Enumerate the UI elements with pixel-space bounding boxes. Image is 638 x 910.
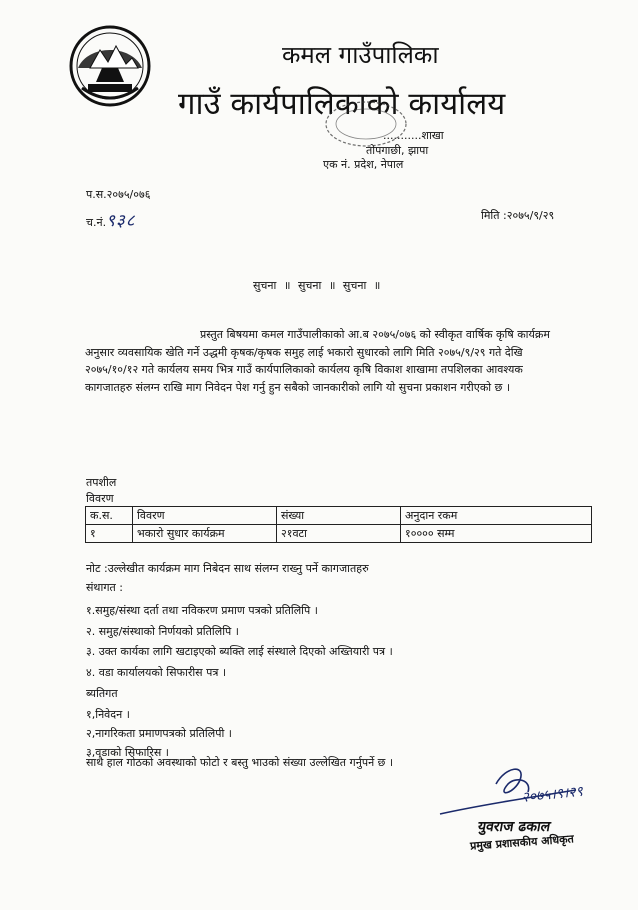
table-cell: १०००० सम्म	[401, 525, 592, 543]
individual-list	[86, 705, 232, 762]
list-item: १,निवेदन ।	[86, 708, 130, 721]
tapsil-heading: तपशील	[86, 476, 117, 489]
signatory-title: प्रमुख प्रशासकीय अधिकृत	[469, 832, 575, 853]
chalani-label: च.नं.	[86, 216, 107, 229]
list-item: २,नागरिकता प्रमाणपत्रको प्रतिलिपी ।	[86, 727, 232, 740]
place-line: तोपगाछी, झापा	[366, 144, 429, 157]
signatory-name: युवराज ढकाल	[476, 819, 552, 835]
body-text: प्रस्तुत बिषयमा कमल गाउँपालीकाको आ.ब २०७५/०७६ को स्वीकृत वार्षिक कृषि कार्यक्रम अनुसार व्यवसायिक खेति गर्ने उद्धमी कृषक/कृषक समुह लाई भकारो सुधारको लागि मिति २०७५/९/२९ गते देखि २०७५/१०/१२ गते कार्यलय समय भित्र गाउँ कार्यपालिकाको कार्यलय कृषि विकाश शाखामा तपशिलका आवश्यक कागजातहरु संलग्न राखि माग निवेदन पेश गर्नु हुन सबैको जानकारीको लागि यो सुचना प्रकाशन गरीएको छ ।	[85, 328, 550, 394]
header-cell: क.स.	[86, 507, 133, 525]
chalani-value: ९३८	[106, 211, 136, 231]
list-item: ३,वडाको सिफारिस ।	[86, 746, 169, 759]
table-row	[86, 525, 592, 543]
list-item: ३. उक्त कार्यका लागि खटाइएको ब्यक्ति लाई संस्थाले दिएको अख्तियारी पत्र ।	[86, 645, 393, 658]
province-line: एक नं. प्रदेश, नेपाल	[323, 158, 404, 171]
individual-heading: ब्यतिगत	[86, 687, 118, 700]
header-cell: संख्या	[277, 507, 401, 525]
header-cell: विवरण	[133, 507, 277, 525]
list-item: २. समुह/संस्थाको निर्णयको प्रतिलिपि ।	[86, 624, 239, 638]
vivaran-heading: विवरण	[86, 492, 114, 505]
nepal-emblem-icon	[68, 24, 152, 108]
closing-line: साथै हाल गोठको अवस्थाको फोटो र बस्तु भाउको संख्या उल्लेखित गर्नुपर्ने छ ।	[86, 756, 394, 769]
chalani-number	[86, 208, 136, 231]
list-item: १.समुह/संस्था दर्ता तथा नविकरण प्रमाण पत्रको प्रतिलिपि ।	[86, 604, 318, 617]
notice-heading: सुचना ॥ सुचना ॥ सुचना ॥	[253, 279, 381, 292]
table-cell: भकारो सुधार कार्यक्रम	[133, 525, 277, 543]
patra-sankhya: प.स.२०७५/०७६	[86, 188, 151, 201]
list-item: ४. वडा कार्यालयको सिफारीस पत्र ।	[86, 665, 227, 679]
note-line: नोट :उल्लेखीत कार्यक्रम माग निबेदन साथ संलग्न राख्नु पर्ने कागजातहरु	[86, 562, 369, 575]
municipality-name: कमल गाउँपालिका	[282, 41, 439, 69]
body-paragraph	[85, 326, 555, 396]
header-cell: अनुदान रकम	[401, 507, 592, 525]
branch-line: ...........शाखा	[383, 129, 444, 142]
letter-date: मिति :२०७५/९/२९	[481, 209, 555, 222]
office-name: गाउँ कार्यपालिकाको कार्यालय	[178, 86, 506, 122]
table-header-row	[86, 507, 592, 525]
signature-date: २०७५।९।२९	[520, 783, 584, 806]
institutional-heading: संथागत :	[86, 581, 123, 594]
institutional-list	[86, 601, 393, 683]
grant-table	[85, 506, 592, 543]
table-cell: १	[86, 525, 133, 543]
table-cell: २१वटा	[277, 525, 401, 543]
handwritten-signature	[436, 762, 606, 822]
